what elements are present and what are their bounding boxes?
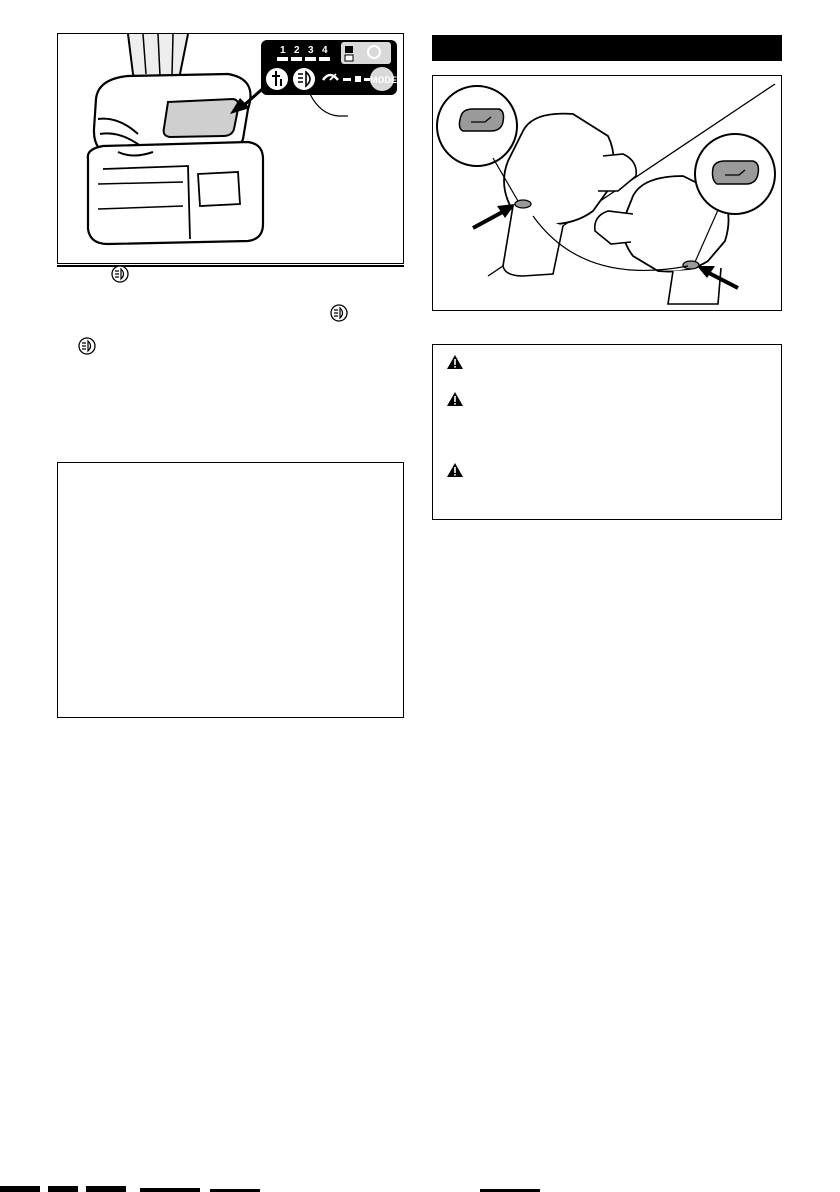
light-button-icon[interactable] [293, 68, 315, 90]
light-icon-inline [330, 304, 348, 322]
panel-digit-4: 4 [322, 45, 328, 56]
section-heading [432, 40, 440, 56]
switch-lever[interactable] [683, 261, 699, 269]
light-icon-inline [78, 337, 96, 355]
panel-digit-3: 3 [308, 45, 314, 56]
caution-box [432, 344, 782, 520]
panel-digit-1: 1 [280, 45, 286, 56]
figure-divider [57, 265, 404, 267]
warning-triangle-icon [446, 354, 464, 370]
reversing-switch-illustration [433, 76, 780, 309]
panel-digit-2: 2 [294, 45, 300, 56]
note-box-left [57, 462, 404, 718]
figure-reversing-switch [432, 75, 782, 311]
section-heading-bar [432, 35, 782, 61]
mode-label: MODE [370, 75, 397, 85]
page-footer-strip [0, 1182, 840, 1192]
figure-light-button [57, 33, 404, 264]
light-icon-inline [111, 265, 129, 283]
warning-triangle-icon [446, 462, 464, 478]
tool-panel-illustration [58, 34, 402, 262]
switch-lever[interactable] [515, 200, 531, 208]
warning-triangle-icon [446, 391, 464, 407]
